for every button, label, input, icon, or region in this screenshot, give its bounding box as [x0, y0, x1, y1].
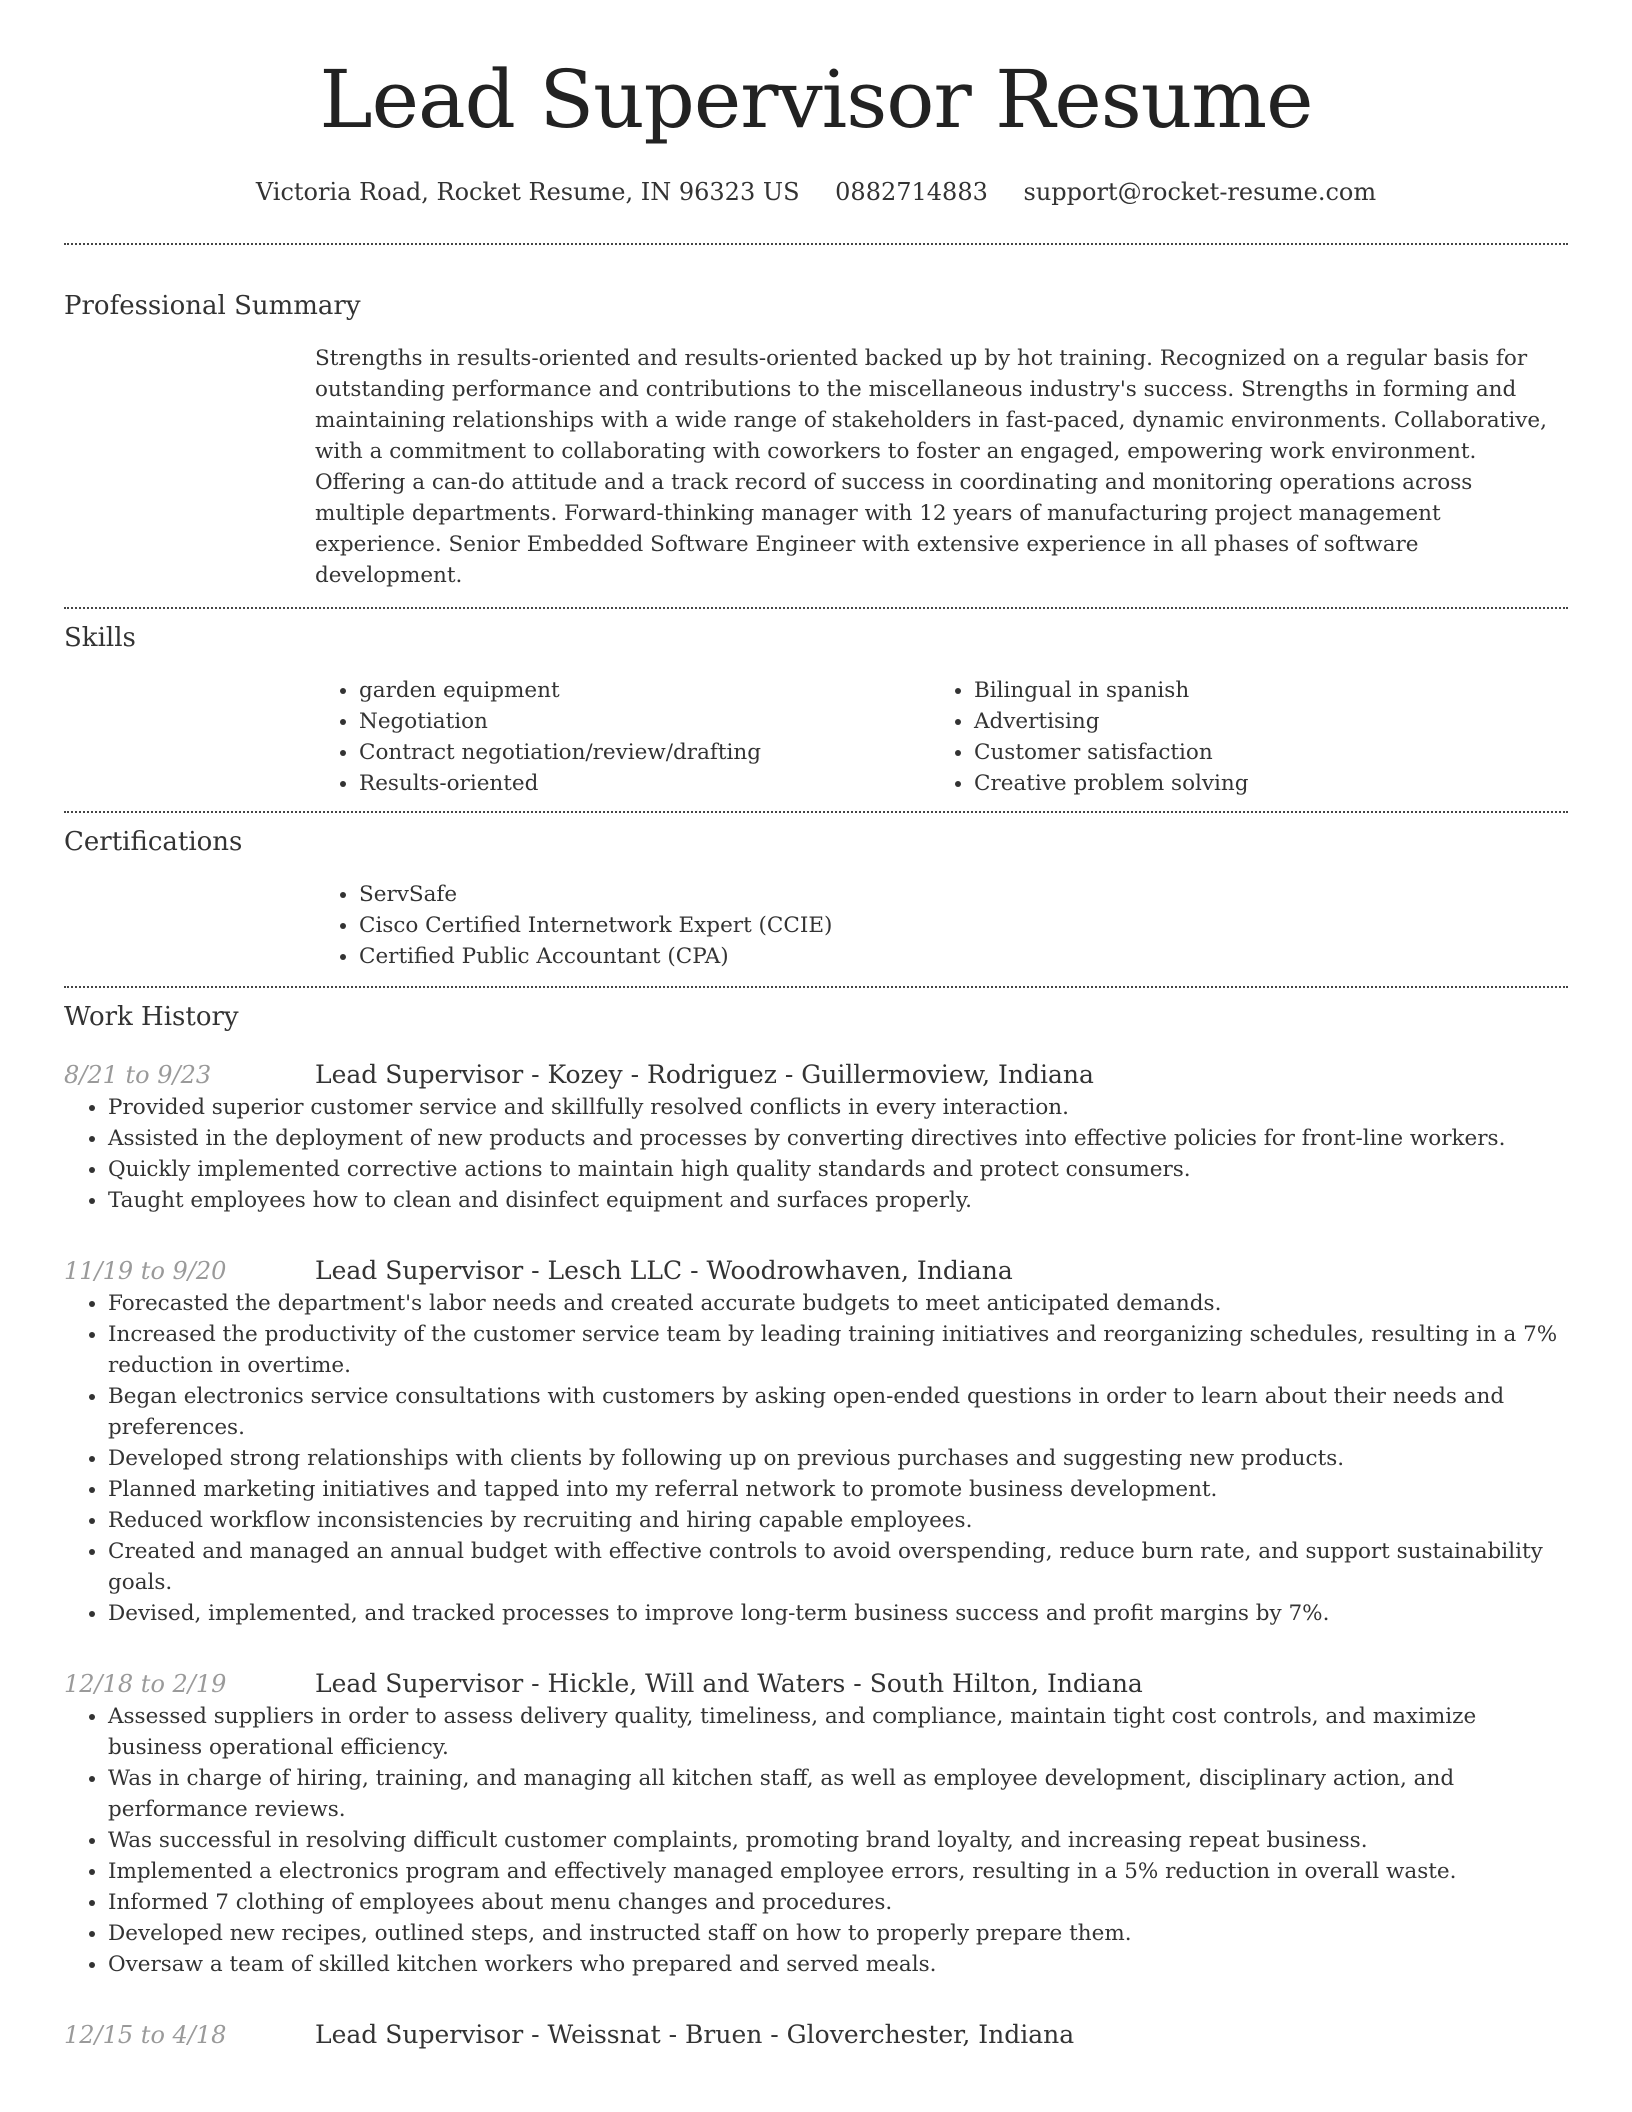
certifications-list	[315, 879, 1568, 972]
skill-item: • garden equipment	[359, 675, 930, 706]
certifications-section	[64, 813, 1568, 986]
contact-phone: 0882714883	[835, 178, 988, 206]
job-title: Lead Supervisor - Weissnat - Bruen - Gloverchester, Indiana	[315, 2020, 1075, 2049]
job-bullet: • Was successful in resolving difficult customer complaints, promoting brand loyalty, and increasing repeat business.	[108, 1825, 1568, 1856]
job-bullets	[64, 1701, 1568, 1994]
job-dates: 12/18 to 2/19	[64, 1670, 227, 1698]
skills-list-right	[930, 675, 1545, 799]
job-bullet: • Oversaw a team of skilled kitchen workers who prepared and served meals.	[108, 1949, 1568, 1980]
contact-line	[64, 176, 1568, 208]
summary-heading: Professional Summary	[64, 291, 361, 321]
skill-item: • Contract negotiation/review/drafting	[359, 737, 930, 768]
job-bullet: • Created and managed an annual budget with effective controls to avoid overspending, reduce burn rate, and support sustainability goals.	[108, 1536, 1568, 1598]
certifications-body	[315, 859, 1568, 986]
job-bullet: • Taught employees how to clean and disinfect equipment and surfaces properly.	[108, 1185, 1568, 1216]
job-bullet: • Developed strong relationships with clients by following up on previous purchases and suggesting new products.	[108, 1443, 1568, 1474]
skill-item: • Advertising	[974, 706, 1545, 737]
skills-section	[64, 609, 1568, 811]
job-title: Lead Supervisor - Lesch LLC - Woodrowhaven, Indiana	[315, 1256, 1013, 1285]
job-entry	[64, 1667, 1568, 1994]
job-entry	[64, 1058, 1568, 1230]
certification-item: • Certified Public Accountant (CPA)	[359, 941, 1568, 972]
job-dates: 11/19 to 9/20	[64, 1257, 227, 1285]
job-dates: 12/15 to 4/18	[64, 2021, 227, 2049]
job-bullet: • Forecasted the department's labor needs and created accurate budgets to meet anticipated demands.	[108, 1288, 1568, 1319]
job-entry	[64, 2018, 1568, 2052]
job-bullets	[64, 1092, 1568, 1230]
work-history-section	[64, 988, 1568, 2052]
job-bullets	[64, 1288, 1568, 1643]
job-bullet: • Increased the productivity of the customer service team by leading training initiatives and reorganizing schedules, resulting in a 7% reduction in overtime.	[108, 1319, 1568, 1381]
job-dates: 8/21 to 9/23	[64, 1061, 212, 1089]
job-bullet: • Developed new recipes, outlined steps, and instructed staff on how to properly prepare them.	[108, 1918, 1568, 1949]
job-bullet: • Assessed suppliers in order to assess delivery quality, timeliness, and compliance, maintain tight cost controls, and maximize business operational efficiency.	[108, 1701, 1568, 1763]
certifications-heading: Certifications	[64, 827, 243, 857]
job-bullet: • Planned marketing initiatives and tapped into my referral network to promote business development.	[108, 1474, 1568, 1505]
summary-text: Strengths in results-oriented and results-oriented backed up by hot training. Recognized on a regular basis for outstanding performance and contributions to the miscellaneous industry's success. Strengths in forming and maintaining relationships with a wide range of stakeholders in fast-paced, dynamic environments. Collaborative, with a commitment to collaborating with coworkers to foster an engaged, empowering work environment. Offering a can-do attitude and a track record of success in coordinating and monitoring operations across multiple departments. Forward-thinking manager with 12 years of manufacturing project management experience. Senior Embedded Software Engineer with extensive experience in all phases of software development.	[315, 346, 1547, 588]
job-title: Lead Supervisor - Kozey - Rodriguez - Guillermoview, Indiana	[315, 1060, 1094, 1089]
job-title: Lead Supervisor - Hickle, Will and Waters - South Hilton, Indiana	[315, 1669, 1143, 1698]
certification-item: • Cisco Certified Internetwork Expert (CCIE)	[359, 910, 1568, 941]
job-header	[64, 1667, 1568, 1701]
job-bullet: • Devised, implemented, and tracked processes to improve long-term business success and profit margins by 7%.	[108, 1598, 1568, 1629]
job-bullet: • Quickly implemented corrective actions to maintain high quality standards and protect consumers.	[108, 1154, 1568, 1185]
job-header	[64, 1254, 1568, 1288]
job-bullet: • Implemented a electronics program and effectively managed employee errors, resulting in a 5% reduction in overall waste.	[108, 1856, 1568, 1887]
work-history-heading: Work History	[64, 1002, 239, 1032]
skill-item: • Customer satisfaction	[974, 737, 1545, 768]
job-header	[64, 2018, 1568, 2052]
job-bullet: • Assisted in the deployment of new products and processes by converting directives into effective policies for front-line workers.	[108, 1123, 1568, 1154]
resume-title: Lead Supervisor Resume	[319, 53, 1313, 146]
job-bullet: • Informed 7 clothing of employees about menu changes and procedures.	[108, 1887, 1568, 1918]
skill-item: • Bilingual in spanish	[974, 675, 1545, 706]
skill-item: • Negotiation	[359, 706, 930, 737]
job-entry	[64, 1254, 1568, 1643]
skill-item: • Creative problem solving	[974, 768, 1545, 799]
job-bullet: • Was in charge of hiring, training, and managing all kitchen staff, as well as employee development, disciplinary action, and performance reviews.	[108, 1763, 1568, 1825]
summary-section	[64, 245, 1568, 607]
skills-grid	[315, 655, 1568, 811]
job-bullet: • Provided superior customer service and skillfully resolved conflicts in every interaction.	[108, 1092, 1568, 1123]
contact-email: support@rocket-resume.com	[1023, 178, 1377, 206]
skills-list-left	[315, 675, 930, 799]
skill-item: • Results-oriented	[359, 768, 930, 799]
certification-item: • ServSafe	[359, 879, 1568, 910]
job-header	[64, 1058, 1568, 1092]
job-bullet: • Began electronics service consultations with customers by asking open-ended questions in order to learn about their needs and preferences.	[108, 1381, 1568, 1443]
skills-heading: Skills	[64, 623, 136, 653]
contact-address: Victoria Road, Rocket Resume, IN 96323 US	[255, 178, 800, 206]
resume-header	[64, 0, 1568, 208]
job-bullet: • Reduced workflow inconsistencies by recruiting and hiring capable employees.	[108, 1505, 1568, 1536]
